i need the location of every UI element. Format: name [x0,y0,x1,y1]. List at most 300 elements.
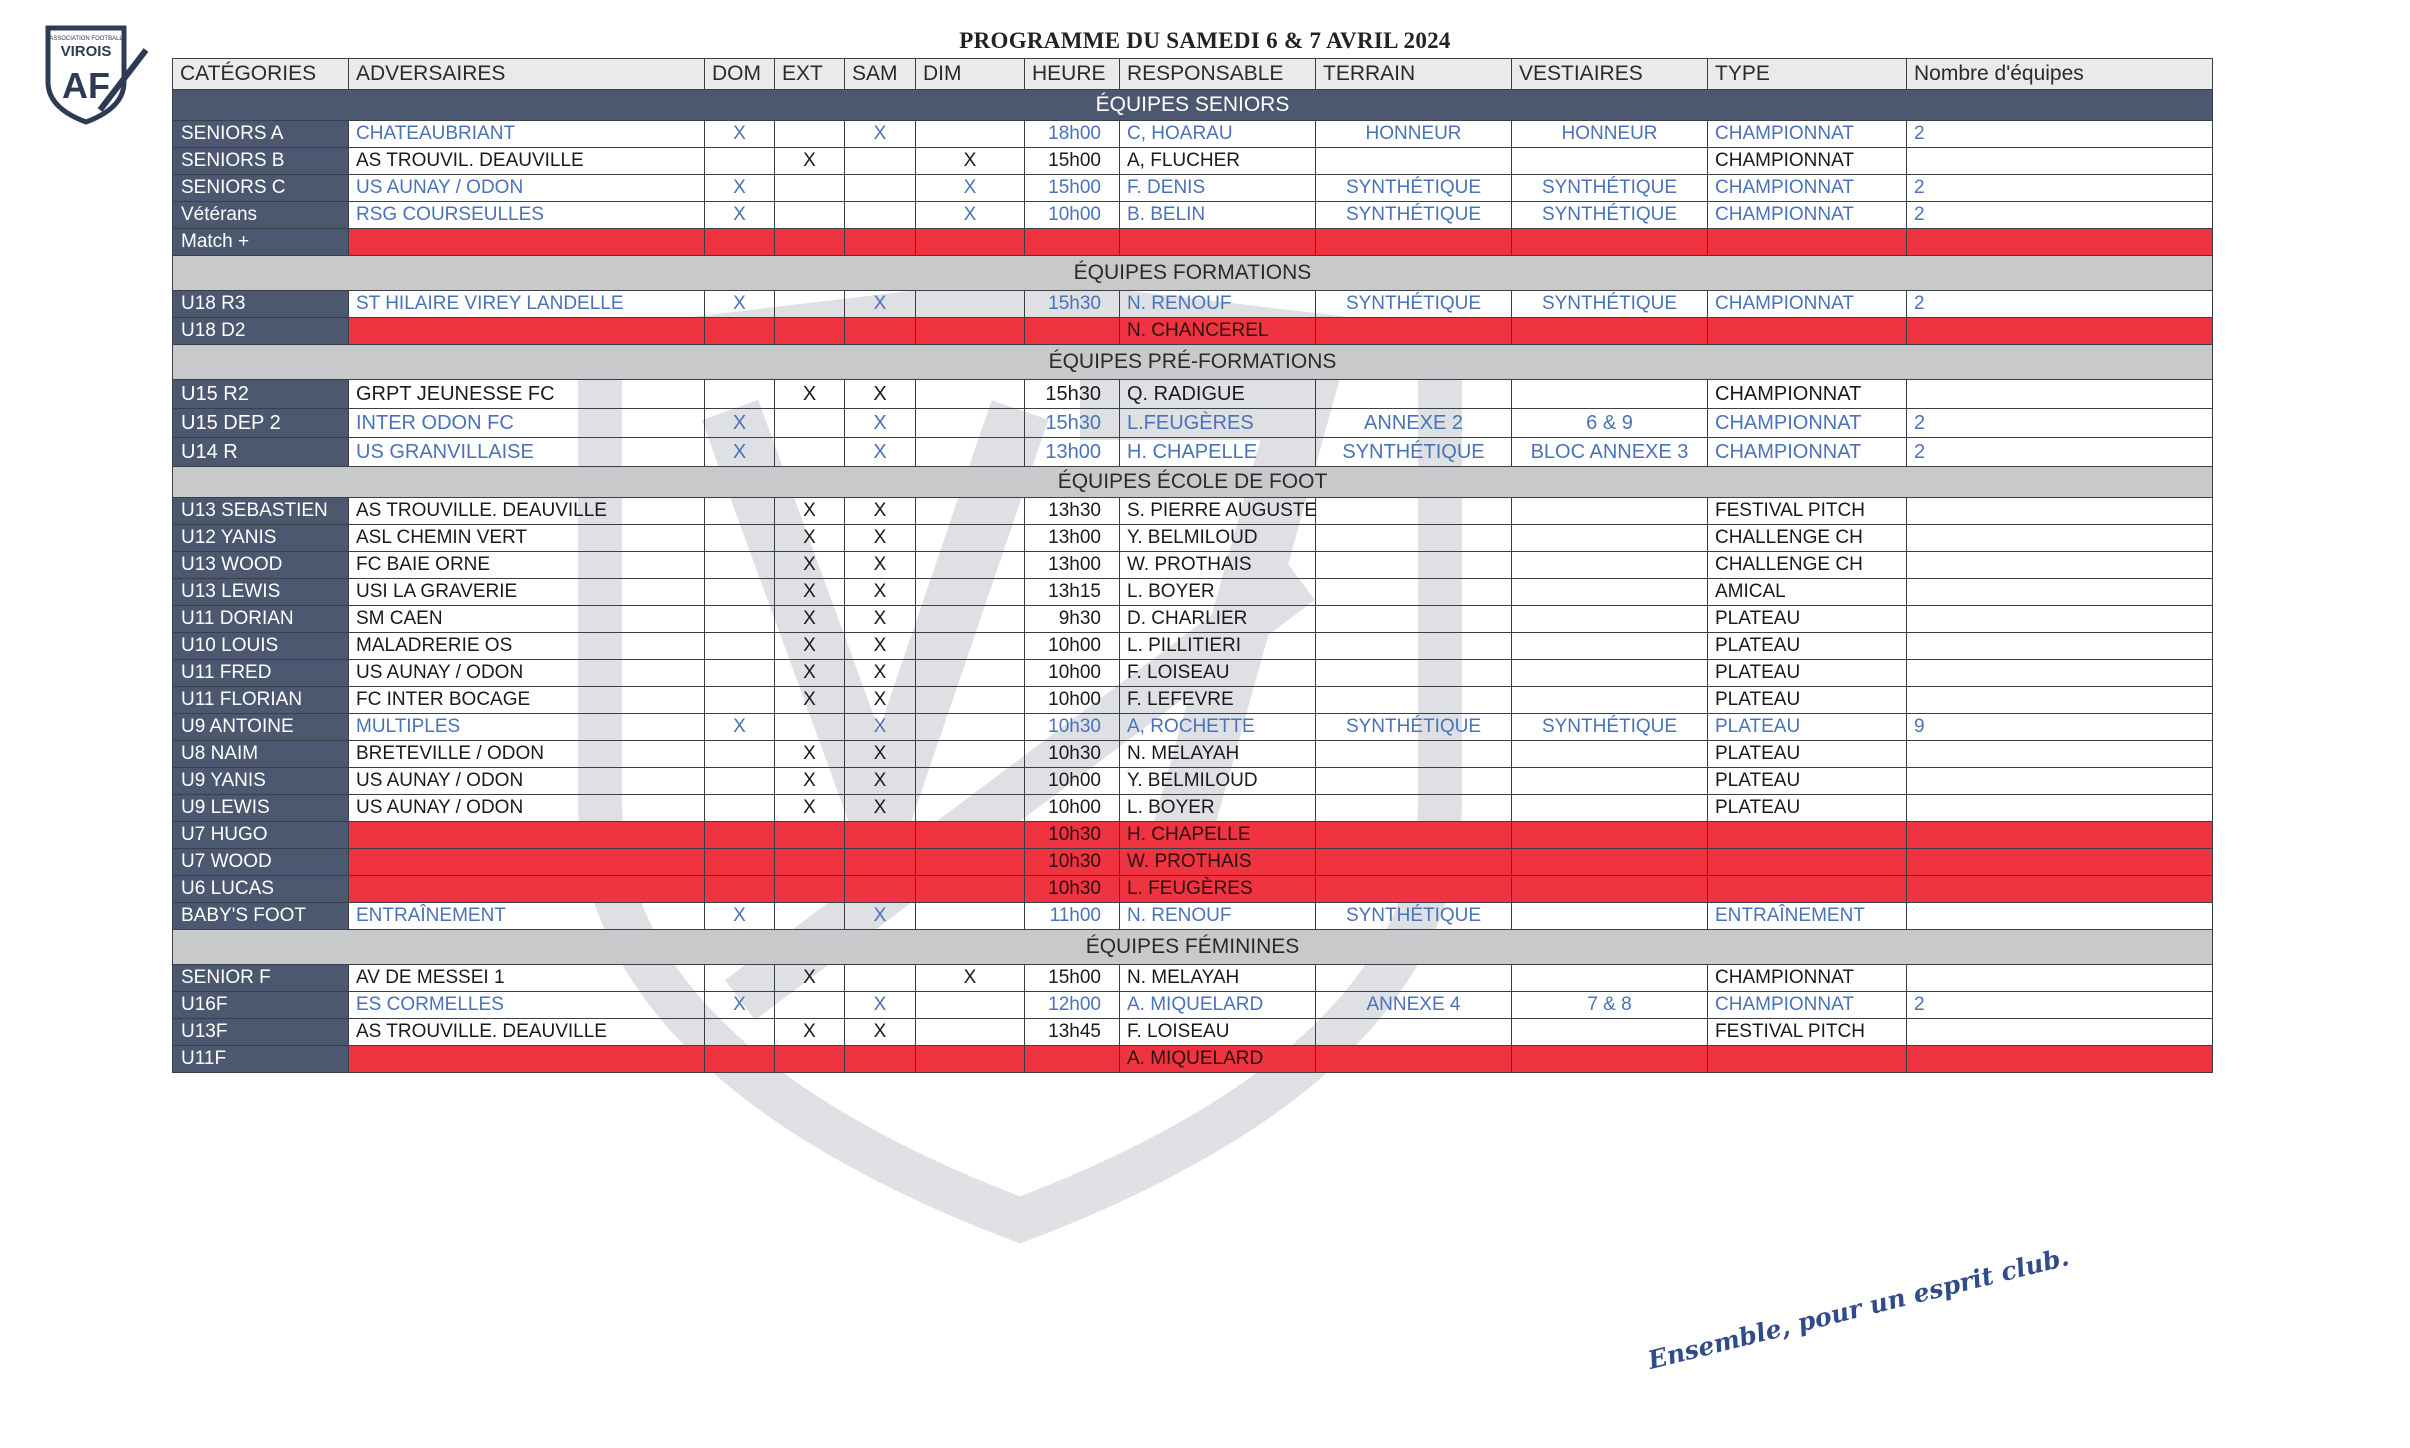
sam-cell: X [845,714,916,741]
section-seniors [173,90,2213,121]
type-cell [1708,318,1907,345]
pitch-cell [1316,965,1512,992]
sam-cell: X [845,768,916,795]
dom-cell [705,876,775,903]
type-cell: PLATEAU [1708,660,1907,687]
dom-cell [705,579,775,606]
type-cell: PLATEAU [1708,768,1907,795]
dim-cell [916,903,1025,930]
sam-cell [845,202,916,229]
category-cell: U7 WOOD [173,849,349,876]
col-nombre: Nombre d'équipes [1907,59,2213,90]
manager-cell: F. LOISEAU [1120,660,1316,687]
dom-cell: X [705,903,775,930]
manager-cell: D. CHARLIER [1120,606,1316,633]
count-cell: 2 [1907,992,2213,1019]
table-row [173,1019,2213,1046]
category-cell: SENIORS A [173,121,349,148]
category-cell: U11 FLORIAN [173,687,349,714]
ext-cell [775,1046,845,1073]
logo-line1: ASSOCIATION FOOTBALL [49,36,123,42]
opponent-cell: AS TROUVIL. DEAUVILLE [349,148,705,175]
sam-cell: X [845,579,916,606]
col-sam: SAM [845,59,916,90]
time-cell: 10h00 [1025,660,1120,687]
dom-cell: X [705,714,775,741]
ext-cell: X [775,965,845,992]
ext-cell [775,822,845,849]
pitch-cell [1316,318,1512,345]
manager-cell: B. BELIN [1120,202,1316,229]
dom-cell [705,965,775,992]
ext-cell: X [775,660,845,687]
pitch-cell [1316,633,1512,660]
time-cell: 15h30 [1025,409,1120,438]
pitch-cell [1316,822,1512,849]
dom-cell [705,849,775,876]
manager-cell: A. MIQUELARD [1120,1046,1316,1073]
table-row [173,175,2213,202]
sam-cell: X [845,795,916,822]
sam-cell: X [845,741,916,768]
dom-cell [705,768,775,795]
type-cell: CHALLENGE CH [1708,525,1907,552]
count-cell: 2 [1907,175,2213,202]
ext-cell [775,121,845,148]
table-row [173,965,2213,992]
table-row [173,687,2213,714]
table-row [173,380,2213,409]
time-cell: 13h00 [1025,552,1120,579]
ext-cell [775,876,845,903]
category-cell: U9 YANIS [173,768,349,795]
ext-cell [775,202,845,229]
dim-cell [916,633,1025,660]
category-cell: SENIOR F [173,965,349,992]
pitch-cell: ANNEXE 2 [1316,409,1512,438]
table-row [173,903,2213,930]
count-cell [1907,660,2213,687]
table-row [173,409,2213,438]
dom-cell [705,525,775,552]
dim-cell [916,291,1025,318]
opponent-cell [349,318,705,345]
category-cell: U7 HUGO [173,822,349,849]
time-cell: 10h00 [1025,633,1120,660]
manager-cell: H. CHAPELLE [1120,438,1316,467]
locker-cell [1512,318,1708,345]
section-title: ÉQUIPES ÉCOLE DE FOOT [173,467,2213,498]
dom-cell: X [705,175,775,202]
dim-cell [916,687,1025,714]
manager-cell: F. DENIS [1120,175,1316,202]
pitch-cell: SYNTHÉTIQUE [1316,202,1512,229]
table-row [173,741,2213,768]
time-cell [1025,229,1120,256]
manager-cell: F. LEFEVRE [1120,687,1316,714]
table-row [173,148,2213,175]
time-cell: 12h00 [1025,992,1120,1019]
count-cell [1907,1046,2213,1073]
pitch-cell: SYNTHÉTIQUE [1316,438,1512,467]
time-cell: 10h30 [1025,876,1120,903]
table-row [173,768,2213,795]
pitch-cell [1316,1019,1512,1046]
manager-cell: N. CHANCEREL [1120,318,1316,345]
section-feminines [173,930,2213,965]
locker-cell [1512,660,1708,687]
pitch-cell [1316,876,1512,903]
time-cell: 15h30 [1025,380,1120,409]
manager-cell: Q. RADIGUE [1120,380,1316,409]
table-row [173,822,2213,849]
count-cell [1907,1019,2213,1046]
count-cell [1907,606,2213,633]
opponent-cell: ENTRAÎNEMENT [349,903,705,930]
pitch-cell [1316,1046,1512,1073]
dim-cell: X [916,148,1025,175]
locker-cell: SYNTHÉTIQUE [1512,175,1708,202]
dim-cell [916,438,1025,467]
pitch-cell [1316,768,1512,795]
sam-cell: X [845,606,916,633]
opponent-cell: USI LA GRAVERIE [349,579,705,606]
category-cell: U18 R3 [173,291,349,318]
count-cell: 2 [1907,291,2213,318]
dim-cell [916,992,1025,1019]
time-cell: 15h30 [1025,291,1120,318]
opponent-cell: MALADRERIE OS [349,633,705,660]
category-cell: U13 WOOD [173,552,349,579]
dim-cell [916,552,1025,579]
col-dim: DIM [916,59,1025,90]
pitch-cell [1316,606,1512,633]
ext-cell [775,438,845,467]
table-row [173,992,2213,1019]
sam-cell: X [845,633,916,660]
pitch-cell [1316,229,1512,256]
dom-cell [705,660,775,687]
dim-cell [916,229,1025,256]
time-cell: 10h00 [1025,795,1120,822]
locker-cell [1512,1019,1708,1046]
time-cell: 10h30 [1025,822,1120,849]
time-cell: 9h30 [1025,606,1120,633]
opponent-cell: US AUNAY / ODON [349,175,705,202]
dim-cell [916,822,1025,849]
manager-cell: C, HOARAU [1120,121,1316,148]
sam-cell [845,229,916,256]
dom-cell: X [705,409,775,438]
logo-line2: VIROIS [60,43,112,60]
dim-cell [916,714,1025,741]
manager-cell: L. PILLITIERI [1120,633,1316,660]
manager-cell: W. PROTHAIS [1120,552,1316,579]
sam-cell: X [845,291,916,318]
type-cell: CHAMPIONNAT [1708,965,1907,992]
locker-cell: HONNEUR [1512,121,1708,148]
dom-cell: X [705,992,775,1019]
ext-cell [775,992,845,1019]
type-cell: CHAMPIONNAT [1708,291,1907,318]
category-cell: BABY'S FOOT [173,903,349,930]
count-cell [1907,903,2213,930]
col-responsable: RESPONSABLE [1120,59,1316,90]
pitch-cell [1316,525,1512,552]
dim-cell [916,1019,1025,1046]
opponent-cell: US AUNAY / ODON [349,768,705,795]
dim-cell: X [916,202,1025,229]
locker-cell [1512,795,1708,822]
opponent-cell: US AUNAY / ODON [349,660,705,687]
dim-cell [916,380,1025,409]
pitch-cell: SYNTHÉTIQUE [1316,175,1512,202]
manager-cell: S. PIERRE AUGUSTE [1120,498,1316,525]
sam-cell [845,849,916,876]
dom-cell: X [705,438,775,467]
section-title: ÉQUIPES SENIORS [173,90,2213,121]
time-cell: 13h45 [1025,1019,1120,1046]
schedule-table-wrapper [172,58,2084,1073]
dim-cell [916,121,1025,148]
ext-cell [775,291,845,318]
pitch-cell [1316,552,1512,579]
pitch-cell [1316,795,1512,822]
dim-cell [916,876,1025,903]
type-cell: PLATEAU [1708,714,1907,741]
type-cell: FESTIVAL PITCH [1708,498,1907,525]
time-cell: 11h00 [1025,903,1120,930]
pitch-cell [1316,741,1512,768]
sam-cell: X [845,660,916,687]
sam-cell: X [845,552,916,579]
section-title: ÉQUIPES PRÉ-FORMATIONS [173,345,2213,380]
time-cell: 15h00 [1025,175,1120,202]
ext-cell [775,175,845,202]
category-cell: U11F [173,1046,349,1073]
opponent-cell: CHATEAUBRIANT [349,121,705,148]
time-cell: 13h00 [1025,438,1120,467]
sam-cell: X [845,992,916,1019]
count-cell [1907,795,2213,822]
count-cell [1907,633,2213,660]
locker-cell [1512,1046,1708,1073]
table-row [173,660,2213,687]
ext-cell [775,229,845,256]
ext-cell [775,318,845,345]
category-cell: U9 ANTOINE [173,714,349,741]
sam-cell [845,318,916,345]
dim-cell [916,498,1025,525]
type-cell: CHAMPIONNAT [1708,202,1907,229]
time-cell [1025,1046,1120,1073]
category-cell: SENIORS C [173,175,349,202]
ext-cell: X [775,633,845,660]
type-cell: PLATEAU [1708,606,1907,633]
sam-cell [845,876,916,903]
locker-cell: SYNTHÉTIQUE [1512,291,1708,318]
locker-cell: 6 & 9 [1512,409,1708,438]
dim-cell [916,579,1025,606]
locker-cell [1512,552,1708,579]
section-ecole [173,467,2213,498]
ext-cell: X [775,380,845,409]
dom-cell [705,498,775,525]
type-cell: PLATEAU [1708,687,1907,714]
type-cell: CHAMPIONNAT [1708,409,1907,438]
sam-cell: X [845,409,916,438]
time-cell: 13h00 [1025,525,1120,552]
table-row [173,606,2213,633]
category-cell: U8 NAIM [173,741,349,768]
ext-cell [775,903,845,930]
dim-cell: X [916,965,1025,992]
pitch-cell [1316,660,1512,687]
type-cell: CHAMPIONNAT [1708,175,1907,202]
sam-cell: X [845,498,916,525]
table-row [173,714,2213,741]
type-cell: PLATEAU [1708,795,1907,822]
time-cell: 10h00 [1025,202,1120,229]
time-cell: 10h00 [1025,768,1120,795]
table-row [173,291,2213,318]
manager-cell: Y. BELMILOUD [1120,768,1316,795]
type-cell [1708,1046,1907,1073]
type-cell: ENTRAÎNEMENT [1708,903,1907,930]
ext-cell: X [775,579,845,606]
ext-cell: X [775,525,845,552]
sam-cell [845,965,916,992]
category-cell: U12 YANIS [173,525,349,552]
category-cell: U15 DEP 2 [173,409,349,438]
table-row [173,552,2213,579]
ext-cell: X [775,741,845,768]
opponent-cell: FC BAIE ORNE [349,552,705,579]
locker-cell [1512,525,1708,552]
sam-cell [845,822,916,849]
locker-cell [1512,380,1708,409]
opponent-cell: ES CORMELLES [349,992,705,1019]
opponent-cell: GRPT JEUNESSE FC [349,380,705,409]
category-cell: U6 LUCAS [173,876,349,903]
dim-cell [916,768,1025,795]
time-cell: 15h00 [1025,148,1120,175]
section-title: ÉQUIPES FÉMININES [173,930,2213,965]
opponent-cell: US GRANVILLAISE [349,438,705,467]
category-cell: U9 LEWIS [173,795,349,822]
col-terrain: TERRAIN [1316,59,1512,90]
pitch-cell: HONNEUR [1316,121,1512,148]
type-cell [1708,229,1907,256]
slogan: Ensemble, pour un esprit club. [1644,1242,2072,1375]
time-cell [1025,318,1120,345]
count-cell: 9 [1907,714,2213,741]
dom-cell [705,741,775,768]
col-dom: DOM [705,59,775,90]
category-cell: U10 LOUIS [173,633,349,660]
category-cell: U11 DORIAN [173,606,349,633]
table-row [173,795,2213,822]
opponent-cell [349,1046,705,1073]
opponent-cell: ASL CHEMIN VERT [349,525,705,552]
pitch-cell: SYNTHÉTIQUE [1316,714,1512,741]
locker-cell [1512,965,1708,992]
manager-cell: L. FEUGÈRES [1120,876,1316,903]
logo-letters: AF [62,65,110,106]
type-cell: CHAMPIONNAT [1708,438,1907,467]
dim-cell [916,606,1025,633]
sam-cell [845,1046,916,1073]
opponent-cell: AS TROUVILLE. DEAUVILLE [349,498,705,525]
pitch-cell [1316,687,1512,714]
dom-cell [705,687,775,714]
dom-cell [705,318,775,345]
opponent-cell [349,876,705,903]
type-cell: FESTIVAL PITCH [1708,1019,1907,1046]
type-cell: PLATEAU [1708,633,1907,660]
type-cell: CHAMPIONNAT [1708,992,1907,1019]
table-row [173,202,2213,229]
time-cell: 18h00 [1025,121,1120,148]
section-preformations [173,345,2213,380]
count-cell [1907,768,2213,795]
locker-cell [1512,687,1708,714]
manager-cell: N. MELAYAH [1120,965,1316,992]
pitch-cell: SYNTHÉTIQUE [1316,291,1512,318]
time-cell: 13h30 [1025,498,1120,525]
locker-cell [1512,768,1708,795]
manager-cell: Y. BELMILOUD [1120,525,1316,552]
table-row [173,229,2213,256]
category-cell: Vétérans [173,202,349,229]
dom-cell [705,380,775,409]
table-row [173,498,2213,525]
manager-cell: A, ROCHETTE [1120,714,1316,741]
locker-cell [1512,876,1708,903]
ext-cell: X [775,498,845,525]
table-row [173,876,2213,903]
ext-cell: X [775,768,845,795]
count-cell [1907,687,2213,714]
manager-cell: A, FLUCHER [1120,148,1316,175]
type-cell [1708,849,1907,876]
manager-cell: H. CHAPELLE [1120,822,1316,849]
count-cell [1907,822,2213,849]
count-cell: 2 [1907,409,2213,438]
opponent-cell: ST HILAIRE VIREY LANDELLE [349,291,705,318]
type-cell: PLATEAU [1708,741,1907,768]
dim-cell [916,795,1025,822]
dom-cell [705,229,775,256]
dim-cell [916,660,1025,687]
section-title: ÉQUIPES FORMATIONS [173,256,2213,291]
count-cell: 2 [1907,438,2213,467]
sam-cell [845,175,916,202]
count-cell [1907,849,2213,876]
type-cell [1708,822,1907,849]
table-row [173,849,2213,876]
dom-cell [705,1019,775,1046]
locker-cell [1512,903,1708,930]
page-title: PROGRAMME DU SAMEDI 6 & 7 AVRIL 2024 [959,28,1451,53]
ext-cell: X [775,148,845,175]
time-cell: 13h15 [1025,579,1120,606]
category-cell: U15 R2 [173,380,349,409]
category-cell: U11 FRED [173,660,349,687]
table-row [173,525,2213,552]
ext-cell: X [775,606,845,633]
opponent-cell: INTER ODON FC [349,409,705,438]
